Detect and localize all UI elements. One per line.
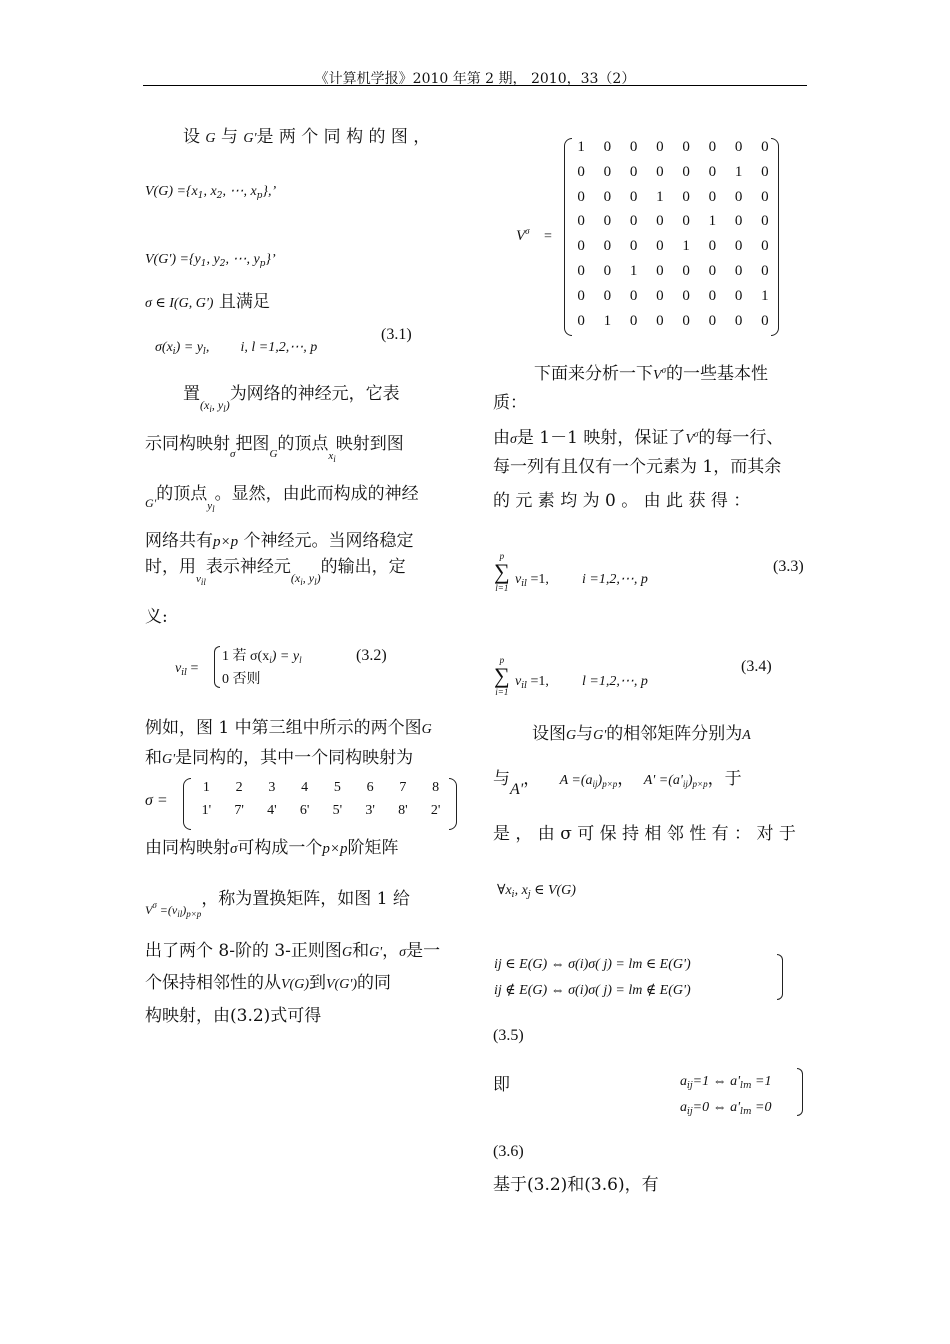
running-header: 《计算机学报》2010 年第 2 期， 2010，33（2） [314,71,636,87]
matrix-cell: 0 [577,213,585,230]
matrix-cell: 0 [603,238,612,255]
header-rule [143,85,807,86]
matrix-cell: 0 [708,163,717,180]
matrix-cell: 0 [682,139,690,155]
right-last-line: 基于(3.2)和(3.6)，有 [493,1175,659,1195]
matrix-cell: 0 [603,163,612,180]
eq-3-4-body: $v_{il} =1$, l =1,2,⋯, p [515,674,648,691]
right-para-5: 的 元 素 均 为 0 。 由 此 获 得 ： [493,491,751,511]
matrix-cell: 0 [708,188,717,205]
matrix-cell: 0 [708,262,717,279]
matrix-cell: 1 [656,188,664,205]
matrix-cell: 0 [577,312,585,329]
eq-3-5-brace [777,954,783,1000]
eq-3-2-brace [214,646,220,688]
perm-top-cell: 7 [399,780,407,795]
matrix-cell: 0 [629,312,638,329]
example-line-1: 例如，图 1 中第三组中所示的两个图G [145,718,432,738]
matrix-cell: 0 [577,163,585,180]
example-line-5: 出了两个 8-阶的 3-正则图G和G'，σ是一 [145,941,441,961]
right-para-4: 每一列有且仅有一个元素为 1，而其余 [493,457,782,477]
left-para-intro: 设 G 与 G'是 两 个 同 构 的 图 ， [183,127,431,147]
matrix-cell: 0 [708,312,717,329]
matrix-cell: 0 [682,188,690,205]
example-line-2: 和G'是同构的，其中一个同构映射为 [145,748,414,768]
right-para-2: 质： [493,393,527,413]
matrix-cell: 0 [603,139,612,155]
matrix-cell: 0 [761,312,769,329]
para-line-2: 示同构映射$_\sigma$把图$_G$的顶点$_{x_i}$映射到图 [145,434,404,464]
matrix-cell: 0 [682,163,690,180]
matrix-cell: 0 [629,238,638,255]
eq-3-3-sum: p ∑ l=1 [494,551,510,593]
matrix-cell: 0 [761,163,769,180]
adjacency-line-3: 是 ， 由 σ 可 保 持 相 邻 性 有 ： 对 于 [493,824,796,844]
eq-3-5-line2: ij ∉ E(G) ⇔ σ(i)σ( j) = lm ∉ E(G') [494,983,691,998]
eq-3-6-line2: $a_{ij}=0$ ⇔ $a'_{lm} =0$ [680,1100,772,1117]
matrix-cell: 0 [656,213,664,230]
eq-3-2-case1: 1 若 $\sigma(x_i) = y_l$ [222,649,302,665]
matrix-cell: 0 [761,139,769,155]
matrix-cell: 1 [734,163,743,180]
perm-top-cell: 1 [202,780,210,795]
para-line-4: 网络共有p×p 个神经元。当网络稳定 [145,531,414,551]
matrix-cell: 0 [577,262,585,279]
matrix-cell: 0 [682,312,690,329]
perm-bottom-cell: 5' [332,803,343,818]
matrix-cell: 1 [577,139,585,155]
eq-3-4-sum: p ∑ i=1 [494,655,510,697]
forall-xi-xj: $\forall x_i$, $x_j$ ∈ V(G) [497,883,576,900]
sigma-condition: σ ∈ I(G, G') 且满足 [145,292,270,312]
matrix-cell: 0 [656,312,664,329]
equation-3-1: $\sigma(x_i) = y_l$, i, l =1,2,⋯, p [155,340,318,357]
matrix-cell: 1 [682,238,690,255]
para-line-6: 义: [145,607,168,627]
matrix-cell: 0 [761,213,769,230]
perm-top-cell: 4 [301,780,309,795]
matrix-cell: 0 [708,287,717,304]
matrix-cell: 0 [603,287,612,304]
perm-top-cell: 3 [268,780,276,795]
matrix-cell: 0 [603,262,612,279]
eq-number-3-2: (3.2) [356,647,387,664]
example-line-4: $_{V^\sigma =(v_{il})_{p\times p}}$，称为置换矩阵，如图 1 给 [145,889,410,919]
matrix-cell: 0 [734,213,743,230]
matrix-cell: 0 [734,188,743,205]
adjacency-line-2: 与A'， $A =(a_{ij})_{p\times p}$， $A' =(a'_{ij})_{p\times p}$，于 [493,769,742,798]
example-line-3: 由同构映射σ可构成一个p×p阶矩阵 [145,838,399,858]
example-line-7: 构映射，由(3.2)式可得 [145,1006,322,1026]
matrix-cell: 1 [708,213,717,230]
matrix-cell: 0 [656,139,664,155]
matrix-cell: 0 [734,139,743,155]
right-para-1: 下面来分析一下$V^\sigma$的一些基本性 [534,364,769,384]
matrix-cell: 0 [656,262,664,279]
perm-bottom-cell: 8' [398,803,408,818]
matrix-cell: 0 [629,163,638,180]
matrix-cell: 0 [603,213,612,230]
permutation-matrix [568,139,778,337]
eq-3-3-body: $v_{il} =1$, i =1,2,⋯, p [515,572,648,589]
matrix-cell: 0 [682,213,690,230]
matrix-cell: 0 [761,238,769,255]
matrix-cell: 1 [603,312,612,329]
matrix-cell: 0 [656,163,664,180]
eq-3-6-brace [797,1068,803,1116]
eq-number-3-4: (3.4) [741,658,772,675]
matrix-cell: 0 [629,188,638,205]
matrix-label: $V^\sigma$ = [516,226,553,244]
matrix-cell: 0 [708,238,717,255]
matrix-cell: 1 [629,262,638,279]
para-line-5: 时，用$_{v_{il}}$表示神经元$_{(x_i, y_l)}$的输出，定 [145,557,406,587]
example-line-6: 个保持相邻性的从V(G)到V(G')的同 [145,973,391,993]
matrix-cell: 0 [734,312,743,329]
permutation-grid [190,780,452,819]
perm-sigma: σ = [145,792,168,809]
eq-3-2-case2: 0 否则 [222,672,261,687]
perm-top-cell: 2 [235,780,243,795]
eq-number-3-3: (3.3) [773,558,804,575]
matrix-cell: 0 [734,287,743,304]
matrix-cell: 0 [734,238,743,255]
matrix-cell: 0 [682,262,690,279]
matrix-cell: 0 [603,188,612,205]
perm-bottom-cell: 2' [430,803,441,818]
perm-bottom-cell: 3' [365,803,375,818]
para-line-3: $_{G'}$的顶点$_{y_l}$。显然，由此而构成的神经 [145,484,419,514]
matrix-cell: 0 [761,262,769,279]
eq-3-6-line1: $a_{ij}=1$ ⇔ $a'_{lm} =1$ [680,1074,772,1091]
matrix-cell: 0 [577,188,585,205]
ji-label: 即 [493,1075,510,1095]
matrix-cell: 0 [708,139,717,155]
adjacency-line-1: 设图G与G'的相邻矩阵分别为A [532,724,751,744]
perm-top-cell: 5 [333,780,341,795]
perm-bottom-cell: 7' [234,803,244,818]
para-line-1: 置$_{(x_i, y_l)}$为网络的神经元，它表 [183,384,400,414]
vertex-set-Gp: $V(G') =\{y_1$, $y_2$, ⋯, $y_p$}’ [145,252,276,269]
eq-number-3-5: (3.5) [493,1027,524,1044]
matrix-cell: 0 [629,287,638,304]
matrix-cell: 1 [761,287,769,304]
matrix-cell: 0 [577,238,585,255]
perm-top-cell: 8 [432,780,440,795]
matrix-cell: 0 [629,139,638,155]
matrix-cell: 0 [656,287,664,304]
perm-top-cell: 6 [366,780,374,795]
matrix-cell: 0 [761,188,769,205]
matrix-cell: 0 [734,262,743,279]
vertex-set-G: $V(G) =\{x_1$, $x_2$, ⋯, $x_p$},’ [145,184,277,201]
eq-number-3-6: (3.6) [493,1143,524,1160]
perm-bottom-cell: 4' [267,803,277,818]
matrix-cell: 0 [656,238,664,255]
matrix-cell: 0 [629,213,638,230]
right-para-3: 由σ是 1－1 映射，保证了$V^\sigma$的每一行、 [493,428,784,448]
perm-bottom-cell: 6' [299,803,310,818]
matrix-cell: 0 [682,287,690,304]
eq-3-5-line1: ij ∈ E(G) ⇔ σ(i)σ( j) = lm ∈ E(G') [494,957,691,972]
eq-3-2-lhs: $v_{il}$ = [175,661,199,678]
perm-bottom-cell: 1' [201,803,212,818]
eq-number-3-1: (3.1) [381,326,412,343]
matrix-cell: 0 [577,287,585,304]
